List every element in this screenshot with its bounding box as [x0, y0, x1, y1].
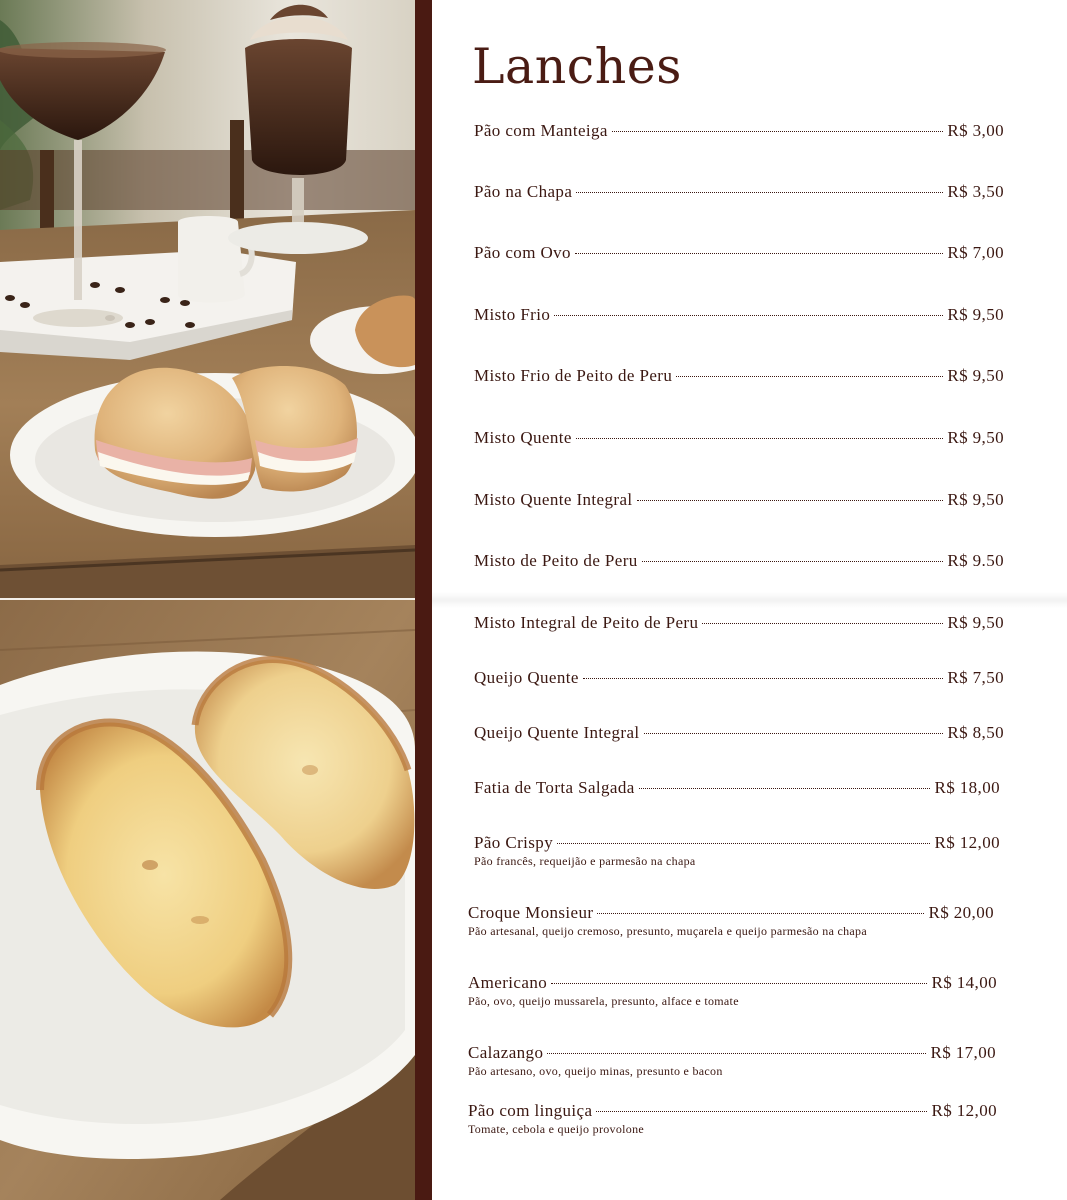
menu-item-price: R$ 9,50 — [947, 613, 1004, 632]
menu-item-name: Misto Frio — [474, 305, 551, 324]
menu-item-price: R$ 3,00 — [947, 121, 1004, 140]
dot-leader — [639, 788, 931, 789]
dot-leader — [576, 438, 944, 439]
menu-item-pao-crispy — [474, 833, 1000, 868]
menu-item-description: Pão artesano, ovo, queijo minas, presunto e bacon — [468, 1064, 723, 1078]
menu-item-price: R$ 7,50 — [947, 668, 1004, 687]
menu-item-calazango — [468, 1043, 996, 1078]
menu-item-name: Pão com Ovo — [474, 243, 571, 262]
menu-item-misto-peito-peru — [474, 551, 1004, 571]
menu-item-price: R$ 7,00 — [947, 243, 1004, 262]
menu-item-croque-monsieur — [468, 903, 994, 938]
dot-leader — [557, 843, 930, 844]
photo-toasted-bread — [0, 600, 415, 1200]
separator-band — [415, 0, 432, 1200]
dot-leader — [597, 913, 924, 914]
menu-item-name: Queijo Quente — [474, 668, 579, 687]
menu-item-name: Calazango — [468, 1043, 544, 1062]
dot-leader — [575, 253, 943, 254]
menu-item-name: Pão com linguiça — [468, 1101, 593, 1120]
dot-leader — [642, 561, 944, 562]
menu-item-description: Pão, ovo, queijo mussarela, presunto, alface e tomate — [468, 994, 739, 1008]
menu-item-name: Croque Monsieur — [468, 903, 594, 922]
dot-leader — [702, 623, 943, 624]
menu-item-name: Pão na Chapa — [474, 182, 573, 201]
menu-item-misto-quente-integral — [474, 490, 1004, 510]
menu-item-price: R$ 3,50 — [947, 182, 1004, 201]
menu-item-price: R$ 20,00 — [928, 903, 994, 922]
menu-item-price: R$ 12,00 — [931, 1101, 997, 1120]
photo-misto-sandwich — [0, 0, 415, 598]
menu-item-queijo-quente — [474, 668, 1004, 688]
menu-item-name: Fatia de Torta Salgada — [474, 778, 635, 797]
menu-item-name: Misto Frio de Peito de Peru — [474, 366, 673, 385]
page-fold-shadow — [432, 592, 1067, 608]
dot-leader — [554, 315, 943, 316]
menu-item-price: R$ 9,50 — [947, 305, 1004, 324]
menu-item-misto-integral-peito-peru — [474, 613, 1004, 633]
menu-item-price: R$ 8,50 — [947, 723, 1004, 742]
dot-leader — [551, 983, 927, 984]
menu-item-description: Pão francês, requeijão e parmesão na chapa — [474, 854, 696, 868]
menu-item-pao-com-manteiga — [474, 121, 1004, 141]
menu-item-price: R$ 17,00 — [930, 1043, 996, 1062]
menu-item-name: Pão Crispy — [474, 833, 554, 852]
menu-item-queijo-quente-integral — [474, 723, 1004, 743]
dot-leader — [547, 1053, 926, 1054]
menu-item-americano — [468, 973, 997, 1008]
photo-toasted-bread-image — [0, 600, 415, 1200]
menu-item-price: R$ 9,50 — [947, 490, 1004, 509]
dot-leader — [637, 500, 944, 501]
menu-item-description: Tomate, cebola e queijo provolone — [468, 1122, 645, 1136]
menu-item-misto-frio-peito-peru — [474, 366, 1004, 386]
dot-leader — [612, 131, 943, 132]
menu-item-price: R$ 12,00 — [934, 833, 1000, 852]
menu-item-pao-com-ovo — [474, 243, 1004, 263]
menu-item-price: R$ 18,00 — [934, 778, 1000, 797]
photo-misto-sandwich-image — [0, 0, 415, 598]
dot-leader — [576, 192, 943, 193]
menu-item-price: R$ 9,50 — [947, 366, 1004, 385]
dot-leader — [583, 678, 944, 679]
dot-leader — [644, 733, 944, 734]
menu-item-name: Misto Integral de Peito de Peru — [474, 613, 699, 632]
menu-item-name: Misto de Peito de Peru — [474, 551, 638, 570]
menu-item-misto-quente — [474, 428, 1004, 448]
menu-item-pao-com-linguica — [468, 1101, 997, 1136]
menu-item-misto-frio — [474, 305, 1004, 325]
menu-page — [432, 0, 1067, 1200]
menu-item-name: Misto Quente — [474, 428, 572, 447]
dot-leader — [596, 1111, 927, 1112]
dot-leader — [676, 376, 943, 377]
menu-item-price: R$ 14,00 — [931, 973, 997, 992]
menu-item-description: Pão artesanal, queijo cremoso, presunto, muçarela e queijo parmesão na chapa — [468, 924, 867, 938]
menu-item-name: Pão com Manteiga — [474, 121, 608, 140]
menu-item-price: R$ 9,50 — [947, 428, 1004, 447]
menu-item-fatia-torta-salgada — [474, 778, 1000, 798]
menu-item-name: Queijo Quente Integral — [474, 723, 640, 742]
menu-item-name: Americano — [468, 973, 548, 992]
menu-item-pao-na-chapa — [474, 182, 1004, 202]
menu-item-name: Misto Quente Integral — [474, 490, 633, 509]
menu-item-price: R$ 9.50 — [947, 551, 1004, 570]
menu-title: Lanches — [472, 38, 682, 95]
